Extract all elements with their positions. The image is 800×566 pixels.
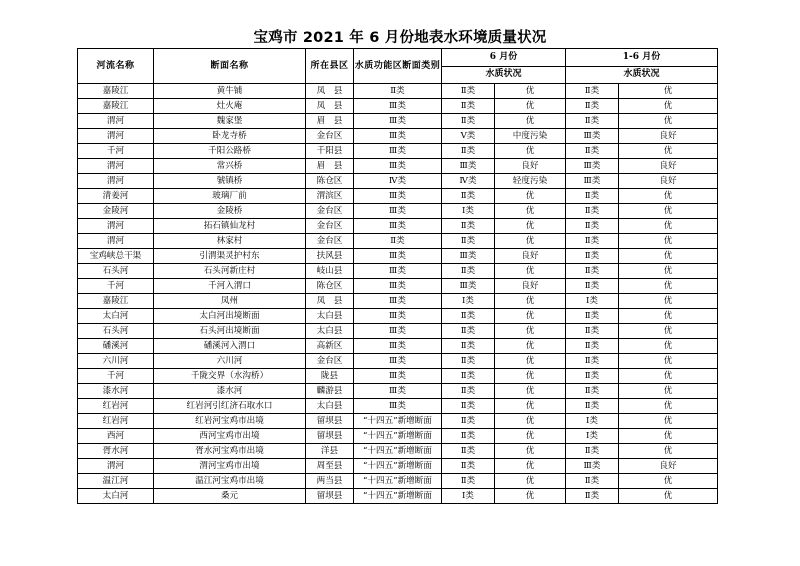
header-function-class: 水质功能区断面类别 (354, 49, 442, 84)
cell-function-class: Ⅲ类 (354, 249, 442, 264)
cell-june-status: 优 (495, 234, 566, 249)
cell-section: 玻璃厂前 (154, 189, 306, 204)
cell-june-class: Ⅲ类 (442, 279, 495, 294)
cell-function-class: Ⅲ类 (354, 99, 442, 114)
cell-halfyear-status: 优 (619, 474, 718, 489)
cell-june-class: Ⅱ类 (442, 414, 495, 429)
cell-river: 渭河 (78, 114, 154, 129)
cell-district: 周至县 (306, 459, 354, 474)
cell-river: 漆水河 (78, 384, 154, 399)
cell-halfyear-class: Ⅱ类 (566, 84, 619, 99)
cell-river: 红岩河 (78, 399, 154, 414)
cell-june-class: Ⅱ类 (442, 144, 495, 159)
cell-june-class: Ⅱ类 (442, 354, 495, 369)
cell-halfyear-status: 良好 (619, 174, 718, 189)
cell-june-status: 良好 (495, 159, 566, 174)
cell-river: 渭河 (78, 219, 154, 234)
cell-halfyear-class: Ⅱ类 (566, 234, 619, 249)
cell-june-class: Ⅱ类 (442, 324, 495, 339)
cell-halfyear-class: Ⅰ类 (566, 414, 619, 429)
cell-june-class: Ⅱ类 (442, 84, 495, 99)
cell-section: 黄牛铺 (154, 84, 306, 99)
cell-section: 胥水河宝鸡市出境 (154, 444, 306, 459)
cell-river: 嘉陵江 (78, 99, 154, 114)
cell-halfyear-class: Ⅱ类 (566, 474, 619, 489)
cell-section: 灶火庵 (154, 99, 306, 114)
cell-halfyear-class: Ⅱ类 (566, 384, 619, 399)
cell-june-status: 良好 (495, 249, 566, 264)
cell-district: 眉 县 (306, 159, 354, 174)
cell-river: 石头河 (78, 324, 154, 339)
cell-halfyear-class: Ⅱ类 (566, 99, 619, 114)
cell-section: 太白河出境断面 (154, 309, 306, 324)
cell-district: 凤 县 (306, 99, 354, 114)
cell-june-class: Ⅱ类 (442, 219, 495, 234)
cell-river: 红岩河 (78, 414, 154, 429)
cell-function-class: Ⅲ类 (354, 354, 442, 369)
cell-june-status: 优 (495, 444, 566, 459)
cell-halfyear-status: 优 (619, 84, 718, 99)
cell-june-class: Ⅱ类 (442, 429, 495, 444)
cell-halfyear-status: 优 (619, 414, 718, 429)
cell-halfyear-class: Ⅰ类 (566, 429, 619, 444)
table-row (78, 84, 718, 99)
table-row (78, 474, 718, 489)
cell-june-class: Ⅱ类 (442, 474, 495, 489)
table-row (78, 294, 718, 309)
table-row (78, 264, 718, 279)
cell-function-class: Ⅲ类 (354, 204, 442, 219)
cell-district: 两当县 (306, 474, 354, 489)
cell-section: 千阳公路桥 (154, 144, 306, 159)
cell-river: 胥水河 (78, 444, 154, 459)
cell-district: 麟游县 (306, 384, 354, 399)
cell-river: 太白河 (78, 309, 154, 324)
cell-halfyear-class: Ⅲ类 (566, 129, 619, 144)
cell-section: 凤州 (154, 294, 306, 309)
cell-district: 太白县 (306, 309, 354, 324)
header-section: 断面名称 (154, 49, 306, 84)
cell-halfyear-class: Ⅱ类 (566, 399, 619, 414)
cell-june-class: Ⅱ类 (442, 444, 495, 459)
cell-district: 金台区 (306, 354, 354, 369)
cell-section: 六川河 (154, 354, 306, 369)
cell-halfyear-status: 优 (619, 339, 718, 354)
cell-section: 卧龙寺桥 (154, 129, 306, 144)
cell-halfyear-status: 优 (619, 429, 718, 444)
cell-function-class: Ⅲ类 (354, 399, 442, 414)
cell-section: 金陵桥 (154, 204, 306, 219)
cell-june-status: 轻度污染 (495, 174, 566, 189)
table-row (78, 444, 718, 459)
header-district: 所在县区 (306, 49, 354, 84)
cell-june-status: 优 (495, 114, 566, 129)
cell-halfyear-class: Ⅱ类 (566, 144, 619, 159)
cell-function-class: “十四五”新增断面 (354, 414, 442, 429)
header-jan-june: 1-6 月份 (566, 49, 718, 67)
header-river: 河流名称 (78, 49, 154, 84)
cell-district: 高新区 (306, 339, 354, 354)
cell-function-class: Ⅲ类 (354, 384, 442, 399)
cell-river: 渭河 (78, 129, 154, 144)
cell-june-status: 优 (495, 309, 566, 324)
cell-section: 红岩河引红济石取水口 (154, 399, 306, 414)
cell-halfyear-class: Ⅰ类 (566, 294, 619, 309)
cell-halfyear-class: Ⅱ类 (566, 204, 619, 219)
cell-function-class: Ⅱ类 (354, 84, 442, 99)
cell-function-class: Ⅳ类 (354, 174, 442, 189)
table-row (78, 369, 718, 384)
cell-district: 陈仓区 (306, 279, 354, 294)
cell-halfyear-status: 优 (619, 309, 718, 324)
cell-section: 桑元 (154, 489, 306, 504)
table-row (78, 219, 718, 234)
table-row (78, 324, 718, 339)
cell-halfyear-status: 优 (619, 204, 718, 219)
cell-function-class: Ⅲ类 (354, 324, 442, 339)
cell-river: 宝鸡峡总干渠 (78, 249, 154, 264)
table-row (78, 354, 718, 369)
cell-district: 金台区 (306, 129, 354, 144)
cell-section: 石头河新庄村 (154, 264, 306, 279)
cell-section: 林家村 (154, 234, 306, 249)
cell-june-status: 优 (495, 189, 566, 204)
cell-halfyear-status: 优 (619, 219, 718, 234)
cell-function-class: Ⅲ类 (354, 129, 442, 144)
table-row (78, 234, 718, 249)
cell-function-class: Ⅲ类 (354, 159, 442, 174)
cell-function-class: “十四五”新增断面 (354, 429, 442, 444)
cell-district: 金台区 (306, 219, 354, 234)
cell-june-status: 优 (495, 219, 566, 234)
cell-district: 太白县 (306, 324, 354, 339)
cell-section: 红岩河宝鸡市出境 (154, 414, 306, 429)
cell-halfyear-status: 优 (619, 234, 718, 249)
table-row (78, 189, 718, 204)
cell-june-class: Ⅰ类 (442, 204, 495, 219)
cell-section: 漆水河 (154, 384, 306, 399)
cell-halfyear-class: Ⅱ类 (566, 249, 619, 264)
cell-river: 西河 (78, 429, 154, 444)
cell-section: 渭河宝鸡市出境 (154, 459, 306, 474)
header-june: 6 月份 (442, 49, 566, 67)
cell-halfyear-status: 优 (619, 264, 718, 279)
cell-function-class: Ⅲ类 (354, 309, 442, 324)
water-quality-table (77, 48, 718, 504)
table-row (78, 129, 718, 144)
table-row (78, 489, 718, 504)
cell-halfyear-status: 优 (619, 189, 718, 204)
cell-halfyear-status: 优 (619, 369, 718, 384)
table-row (78, 114, 718, 129)
cell-district: 留坝县 (306, 489, 354, 504)
table-body (78, 84, 718, 504)
cell-june-status: 优 (495, 489, 566, 504)
cell-halfyear-class: Ⅱ类 (566, 114, 619, 129)
table-row (78, 249, 718, 264)
cell-river: 嘉陵江 (78, 84, 154, 99)
cell-halfyear-class: Ⅱ类 (566, 489, 619, 504)
cell-june-class: Ⅱ类 (442, 339, 495, 354)
cell-halfyear-class: Ⅱ类 (566, 354, 619, 369)
cell-halfyear-status: 优 (619, 144, 718, 159)
cell-june-status: 优 (495, 459, 566, 474)
cell-river: 渭河 (78, 174, 154, 189)
header-june-quality: 水质状况 (442, 66, 566, 84)
cell-june-class: Ⅱ类 (442, 369, 495, 384)
table-row (78, 144, 718, 159)
cell-section: 引渭渠灵护村东 (154, 249, 306, 264)
cell-halfyear-class: Ⅱ类 (566, 189, 619, 204)
cell-district: 留坝县 (306, 429, 354, 444)
table-row (78, 384, 718, 399)
cell-halfyear-class: Ⅱ类 (566, 264, 619, 279)
cell-june-status: 优 (495, 204, 566, 219)
cell-function-class: Ⅲ类 (354, 264, 442, 279)
cell-function-class: “十四五”新增断面 (354, 444, 442, 459)
cell-halfyear-class: Ⅲ类 (566, 159, 619, 174)
cell-river: 磻溪河 (78, 339, 154, 354)
cell-section: 磻溪河入渭口 (154, 339, 306, 354)
cell-halfyear-status: 优 (619, 249, 718, 264)
cell-function-class: “十四五”新增断面 (354, 474, 442, 489)
cell-function-class: “十四五”新增断面 (354, 459, 442, 474)
table-row (78, 174, 718, 189)
cell-halfyear-class: Ⅱ类 (566, 219, 619, 234)
cell-section: 温江河宝鸡市出境 (154, 474, 306, 489)
cell-section: 魏家堡 (154, 114, 306, 129)
cell-halfyear-status: 良好 (619, 459, 718, 474)
cell-june-status: 优 (495, 354, 566, 369)
table-row (78, 279, 718, 294)
cell-halfyear-class: Ⅱ类 (566, 309, 619, 324)
cell-district: 陈仓区 (306, 174, 354, 189)
cell-river: 六川河 (78, 354, 154, 369)
cell-june-class: Ⅱ类 (442, 459, 495, 474)
cell-river: 嘉陵江 (78, 294, 154, 309)
cell-halfyear-status: 优 (619, 384, 718, 399)
cell-june-status: 优 (495, 399, 566, 414)
cell-halfyear-class: Ⅱ类 (566, 324, 619, 339)
cell-river: 渭河 (78, 159, 154, 174)
cell-function-class: Ⅲ类 (354, 144, 442, 159)
cell-halfyear-status: 优 (619, 294, 718, 309)
cell-june-status: 中度污染 (495, 129, 566, 144)
cell-halfyear-status: 优 (619, 489, 718, 504)
cell-june-status: 良好 (495, 279, 566, 294)
cell-halfyear-status: 良好 (619, 159, 718, 174)
cell-district: 金台区 (306, 234, 354, 249)
cell-function-class: Ⅲ类 (354, 339, 442, 354)
cell-river: 金陵河 (78, 204, 154, 219)
cell-june-status: 优 (495, 339, 566, 354)
cell-section: 西河宝鸡市出境 (154, 429, 306, 444)
cell-function-class: Ⅲ类 (354, 219, 442, 234)
cell-june-status: 优 (495, 429, 566, 444)
cell-june-class: Ⅱ类 (442, 309, 495, 324)
cell-river: 温江河 (78, 474, 154, 489)
cell-june-status: 优 (495, 144, 566, 159)
cell-june-class: Ⅱ类 (442, 99, 495, 114)
table-row (78, 309, 718, 324)
cell-june-class: Ⅱ类 (442, 264, 495, 279)
table-row (78, 339, 718, 354)
cell-june-class: Ⅰ类 (442, 489, 495, 504)
cell-district: 渭滨区 (306, 189, 354, 204)
cell-halfyear-status: 优 (619, 354, 718, 369)
cell-function-class: “十四五”新增断面 (354, 489, 442, 504)
cell-june-status: 优 (495, 384, 566, 399)
table-row (78, 99, 718, 114)
cell-section: 千河入渭口 (154, 279, 306, 294)
cell-section: 常兴桥 (154, 159, 306, 174)
cell-river: 石头河 (78, 264, 154, 279)
cell-district: 陇县 (306, 369, 354, 384)
cell-function-class: Ⅲ类 (354, 294, 442, 309)
cell-river: 清姜河 (78, 189, 154, 204)
cell-june-status: 优 (495, 369, 566, 384)
cell-district: 凤 县 (306, 84, 354, 99)
cell-halfyear-class: Ⅱ类 (566, 339, 619, 354)
cell-river: 千河 (78, 279, 154, 294)
cell-halfyear-class: Ⅱ类 (566, 369, 619, 384)
cell-district: 太白县 (306, 399, 354, 414)
cell-june-class: Ⅲ类 (442, 159, 495, 174)
cell-halfyear-class: Ⅲ类 (566, 459, 619, 474)
table-row (78, 459, 718, 474)
cell-function-class: Ⅲ类 (354, 369, 442, 384)
cell-halfyear-status: 优 (619, 324, 718, 339)
cell-function-class: Ⅲ类 (354, 279, 442, 294)
cell-halfyear-status: 优 (619, 114, 718, 129)
cell-halfyear-status: 优 (619, 399, 718, 414)
cell-district: 洋县 (306, 444, 354, 459)
cell-june-class: Ⅰ类 (442, 294, 495, 309)
cell-june-class: Ⅴ类 (442, 129, 495, 144)
cell-halfyear-status: 优 (619, 279, 718, 294)
cell-halfyear-class: Ⅱ类 (566, 444, 619, 459)
cell-function-class: Ⅲ类 (354, 189, 442, 204)
table-row (78, 429, 718, 444)
cell-june-status: 优 (495, 84, 566, 99)
cell-june-status: 优 (495, 414, 566, 429)
cell-june-status: 优 (495, 99, 566, 114)
cell-river: 太白河 (78, 489, 154, 504)
cell-june-class: Ⅲ类 (442, 249, 495, 264)
cell-district: 千阳县 (306, 144, 354, 159)
cell-june-status: 优 (495, 294, 566, 309)
cell-june-class: Ⅱ类 (442, 384, 495, 399)
cell-section: 千陇交界（水沟桥） (154, 369, 306, 384)
table-row (78, 399, 718, 414)
cell-river: 千河 (78, 369, 154, 384)
cell-june-status: 优 (495, 264, 566, 279)
cell-halfyear-class: Ⅲ类 (566, 174, 619, 189)
cell-district: 岐山县 (306, 264, 354, 279)
cell-section: 石头河出境断面 (154, 324, 306, 339)
cell-section: 虢镇桥 (154, 174, 306, 189)
table-row (78, 159, 718, 174)
cell-function-class: Ⅱ类 (354, 234, 442, 249)
cell-district: 凤 县 (306, 294, 354, 309)
cell-district: 金台区 (306, 204, 354, 219)
table-row (78, 204, 718, 219)
cell-june-status: 优 (495, 324, 566, 339)
cell-district: 留坝县 (306, 414, 354, 429)
header-jan-june-quality: 水质状况 (566, 66, 718, 84)
cell-june-class: Ⅱ类 (442, 189, 495, 204)
cell-halfyear-class: Ⅱ类 (566, 279, 619, 294)
page-title: 宝鸡市 2021 年 6 月份地表水环境质量状况 (253, 30, 547, 46)
cell-district: 眉 县 (306, 114, 354, 129)
table-row (78, 414, 718, 429)
cell-june-status: 优 (495, 474, 566, 489)
cell-halfyear-status: 良好 (619, 129, 718, 144)
cell-june-class: Ⅱ类 (442, 399, 495, 414)
cell-river: 渭河 (78, 459, 154, 474)
cell-june-class: Ⅱ类 (442, 114, 495, 129)
cell-halfyear-status: 优 (619, 99, 718, 114)
cell-section: 拓石镇仙龙村 (154, 219, 306, 234)
cell-river: 渭河 (78, 234, 154, 249)
cell-district: 扶风县 (306, 249, 354, 264)
cell-river: 千河 (78, 144, 154, 159)
cell-june-class: Ⅱ类 (442, 234, 495, 249)
cell-function-class: Ⅲ类 (354, 114, 442, 129)
cell-june-class: Ⅳ类 (442, 174, 495, 189)
cell-halfyear-status: 优 (619, 444, 718, 459)
